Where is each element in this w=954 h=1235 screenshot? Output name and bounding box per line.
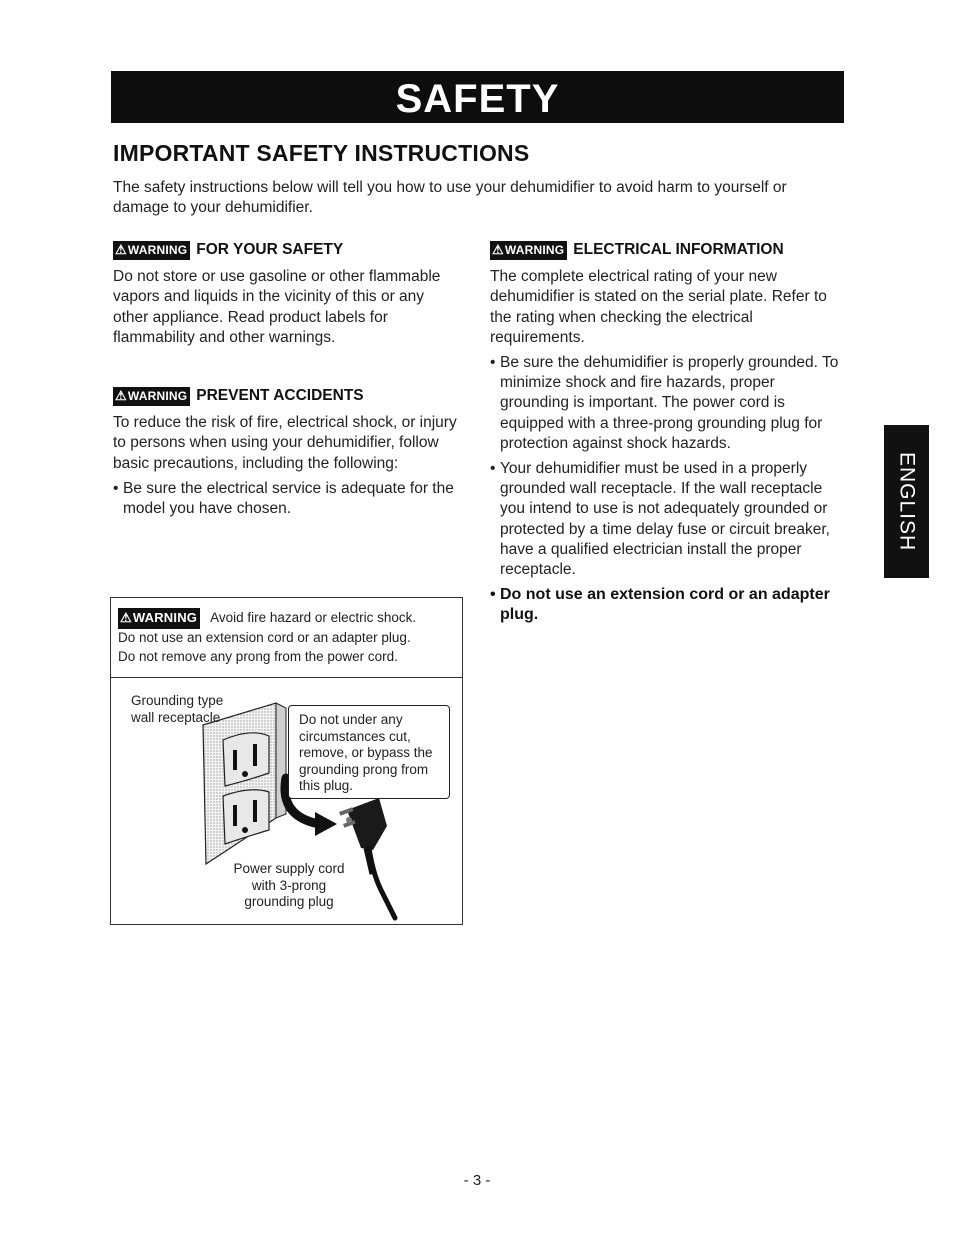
warning-badge xyxy=(490,241,567,260)
bullet-dot: • xyxy=(113,479,119,497)
list-item-text: Be sure the electrical service is adequate for the model you have chosen. xyxy=(123,479,454,518)
list-item-text: Be sure the dehumidifier is properly grounded. To minimize shock and fire hazards, proper grounding is important. The power cord is equipped with a three-prong grounding plug for protection against shock hazards. xyxy=(500,354,839,452)
bullet-dot: • xyxy=(490,586,496,604)
section-body: The complete electrical rating of your new dehumidifier is stated on the serial plate. Refer to the rating when checking the electrical requirements. xyxy=(490,268,827,346)
section-title: ELECTRICAL INFORMATION xyxy=(573,241,784,258)
list-item-text: Your dehumidifier must be used in a properly grounded wall receptacle. If the wall receptacle you intend to use is not adequately grounded or protected by a time delay fuse or circuit breaker, have a qualified electrician install the proper receptacle. xyxy=(500,460,830,579)
cord-label-line-1: Power supply cord xyxy=(233,861,345,876)
warning-badge-label: WARNING xyxy=(127,389,188,403)
page-title: IMPORTANT SAFETY INSTRUCTIONS xyxy=(113,140,530,166)
warning-triangle-icon: ⚠ xyxy=(120,610,132,626)
list-item xyxy=(490,459,842,580)
warning-badge-label: WARNING xyxy=(127,243,188,257)
prevent-accidents-section xyxy=(113,386,463,519)
receptacle-label xyxy=(131,693,223,726)
warning-badge-label: WARNING xyxy=(132,610,198,626)
warning-triangle-icon: ⚠ xyxy=(492,242,504,257)
warning-badge xyxy=(113,387,190,406)
list-item xyxy=(490,585,842,625)
warning-triangle-icon: ⚠ xyxy=(115,388,127,403)
prevent-accidents-header xyxy=(113,386,463,406)
intro-paragraph: The safety instructions below will tell you how to use your dehumidifier to avoid harm to yourself or damage to your dehumidifier. xyxy=(113,179,787,216)
warning-box-text xyxy=(111,598,462,678)
cord-label-line-3: grounding plug xyxy=(244,894,334,909)
receptacle-label-line-1: Grounding type xyxy=(131,693,224,708)
electrical-information-header xyxy=(490,240,842,260)
grounding-warning-box xyxy=(110,597,463,925)
warning-badge xyxy=(113,241,190,260)
section-title: FOR YOUR SAFETY xyxy=(196,241,344,258)
bullet-dot: • xyxy=(490,354,496,372)
warning-box-line-3: Do not remove any prong from the power cord. xyxy=(118,648,398,664)
language-tab xyxy=(884,425,929,578)
warning-box-line-1: Avoid fire hazard or electric shock. xyxy=(210,610,417,626)
warning-triangle-icon: ⚠ xyxy=(115,242,127,257)
list-item xyxy=(113,479,463,519)
section-banner: SAFETY xyxy=(111,71,844,123)
electrical-information-section xyxy=(490,240,842,626)
language-tab-label: ENGLISH xyxy=(895,451,919,552)
bullet-dot: • xyxy=(490,460,496,478)
receptacle-label-line-2: wall receptacle xyxy=(131,709,221,725)
warning-badge xyxy=(118,608,200,629)
section-body: To reduce the risk of fire, electrical shock, or injury to persons when using your dehumidifier, follow basic precautions, including the following: xyxy=(113,414,457,472)
list-item xyxy=(490,353,842,454)
warning-badge-label: WARNING xyxy=(504,243,565,257)
section-body: Do not store or use gasoline or other flammable vapors and liquids in the vicinity of this or any other appliance. Read product labels for flammability and other warnings. xyxy=(113,268,441,346)
warning-box-line-2: Do not use an extension cord or an adapter plug. xyxy=(118,630,411,645)
warning-box-line xyxy=(118,608,456,629)
grounding-prong-callout: Do not under any circumstances cut, remove, or bypass the grounding prong from this plug. xyxy=(288,705,450,799)
cord-label-line-2: with 3-prong xyxy=(251,877,327,893)
cord-label xyxy=(224,861,354,911)
for-your-safety-section xyxy=(113,240,458,348)
grounding-illustration xyxy=(111,678,462,924)
page-number: - 3 - xyxy=(463,1172,491,1189)
section-title: PREVENT ACCIDENTS xyxy=(196,387,364,404)
list-item-text: Do not use an extension cord or an adapter plug. xyxy=(500,586,830,624)
for-your-safety-header xyxy=(113,240,458,260)
